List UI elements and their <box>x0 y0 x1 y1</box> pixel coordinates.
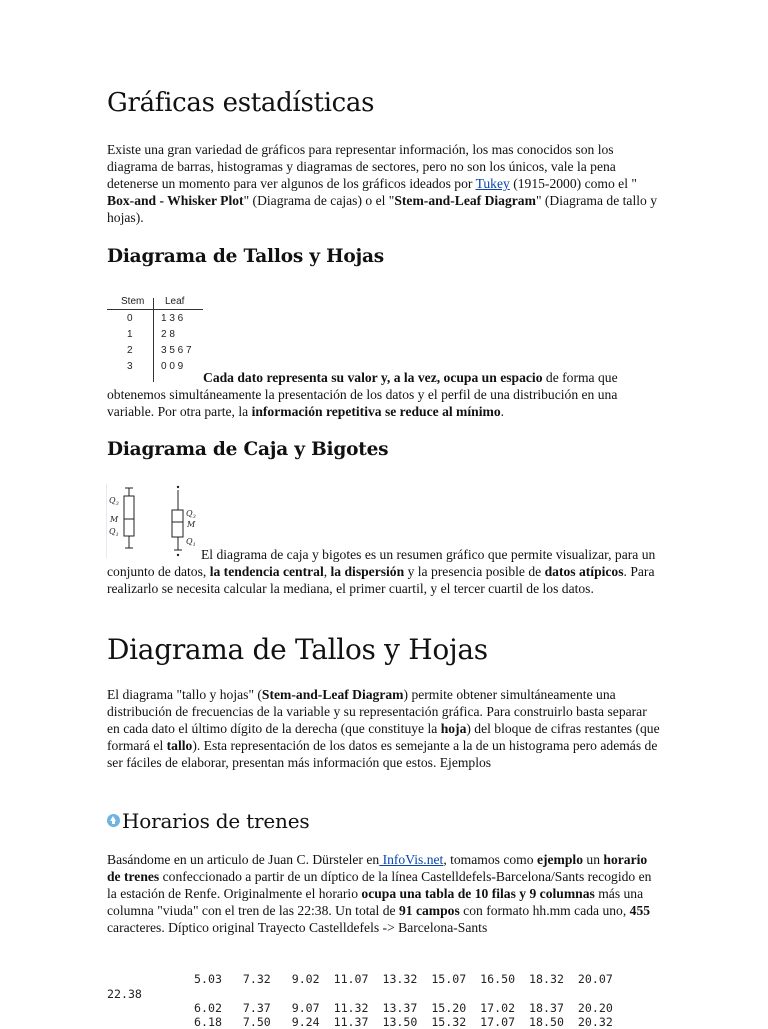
stem-leaf-bold-2: información repetitiva se reduce al mínimo <box>251 404 501 419</box>
intro-text-2: (1915-2000) como el " <box>509 176 637 191</box>
trains-paragraph: Basándome en un articulo de Juan C. Dürsteler en InfoVis.net, tomamos como ejemplo un horario de trenes confeccionado a partir de un díptico de la línea Castelldefels-Barcelona/Sants recogido en la estación de Renfe. Originalmente el horario ocupa una tabla de 10 filas y 9 columnas más una columna "viuda" con el tren de las 22:38. Un total de 91 campos con formato hh.mm cada uno, 455 caracteres. Díptico original Trayecto Castelldefels -> Barcelona-Sants <box>107 852 652 935</box>
stem-leaf-text-2: . <box>500 404 505 419</box>
arrow-up-circle-icon[interactable] <box>107 814 120 827</box>
trains-heading-text: Horarios de trenes <box>122 809 310 833</box>
leaf-column-header: Leaf <box>165 296 185 307</box>
stem-leaf-text-1: de forma que obtenemos simultáneamente la presentación de los datos y el perfil de una distribución en una variable. Por otra parte, la <box>107 370 618 419</box>
timetable-row: 6.02 7.37 9.07 11.32 13.37 15.20 17.02 18.37 20.20 <box>194 1001 613 1015</box>
box-plot-text-1: El diagrama de caja y bigotes es un resumen gráfico que permite visualizar, para un conjunto de datos, <box>107 547 656 579</box>
stem-leaf-paragraph <box>107 369 661 420</box>
svg-text:Q3: $Q_3$ <box>109 496 119 507</box>
infovis-link[interactable]: InfoVis.net <box>379 852 444 867</box>
tallo-term: tallo <box>166 738 193 753</box>
section-heading-box-plot: Diagrama de Caja y Bigotes <box>107 439 389 460</box>
page-title: Gráficas estadísticas <box>107 88 375 118</box>
svg-text:Q1: $Q_1$ <box>186 537 196 548</box>
box-plot-bold-3: datos atípicos <box>544 564 624 579</box>
svg-text:M: M <box>187 520 196 529</box>
svg-text:M: M <box>110 515 119 524</box>
intro-text-4: " (Diagrama de tallo y hojas). <box>107 193 657 225</box>
stem-leaf-description-bold-1: Stem-and-Leaf Diagram <box>261 687 404 702</box>
stem-leaf-bold-1: Cada dato representa su valor y, a la vez, ocupa un espacio <box>203 370 543 385</box>
svg-text:Q1: $Q_1$ <box>109 527 119 538</box>
stem-column-header: Stem <box>121 296 145 307</box>
hoja-term: hoja <box>440 721 467 736</box>
second-title: Diagrama de Tallos y Hojas <box>107 633 488 666</box>
box-plot-bold-1: la tendencia central <box>209 564 324 579</box>
timetable-row: 5.03 7.32 9.02 11.07 13.32 15.07 16.50 18.32 20.07 <box>194 972 613 986</box>
intro-paragraph <box>107 141 661 226</box>
svg-text:Q3: $Q_3$ <box>186 509 196 520</box>
section-heading-trains <box>107 809 309 833</box>
stem-leaf-description: El diagrama "tallo y hojas" (Stem-and-Leaf Diagram) permite obtener simultáneamente una distribución de frecuencias de la variable y su representación gráfica. Para construirlo basta separar en cada dato el último dígito de la derecha (que constituye la hoja) del bloque de cifras restantes (que formará el tallo). Esta representación de los datos es semejante a la de un histograma pero además de ser fáciles de elaborar, presentan más información que estos. Ejemplos <box>107 687 660 770</box>
box-plot-paragraph: El diagrama de caja y bigotes es un resumen gráfico que permite visualizar, para un conjunto de datos, la tendencia central, la dispersión y la presencia posible de datos atípicos. Para realizarlo se necesita calcular la mediana, el primer cuartil, y el tercer cuartil de los datos. <box>107 547 656 596</box>
timetable-row: 22.38 <box>107 987 142 1001</box>
tukey-link[interactable]: Tukey <box>475 176 510 191</box>
box-plot-bold-2: la dispersión <box>330 564 405 579</box>
section-heading-stem-leaf: Diagrama de Tallos y Hojas <box>107 246 385 267</box>
intro-text-3: " (Diagrama de cajas) o el " <box>243 193 395 208</box>
intro-text-1: Existe una gran variedad de gráficos para representar información, los mas conocidos son los diagrama de barras, histogramas y diagramas de sectores, pero no son los únicos, vale la pena detenerse un momento para ver algunos de los gráficos ideados por <box>107 142 616 191</box>
header-rule <box>107 309 203 310</box>
timetable-row: 6.18 7.50 9.24 11.37 13.50 15.32 17.07 18.50 20.32 <box>194 1015 613 1029</box>
stem-leaf-figure: Stem Leaf 0 1 3 6 1 2 8 2 3 5 6 7 3 0 0 9 <box>107 295 205 385</box>
stem-leaf-term: Stem-and-Leaf Diagram <box>394 193 536 208</box>
box-whisker-term: Box-and - Whisker Plot <box>107 193 244 208</box>
